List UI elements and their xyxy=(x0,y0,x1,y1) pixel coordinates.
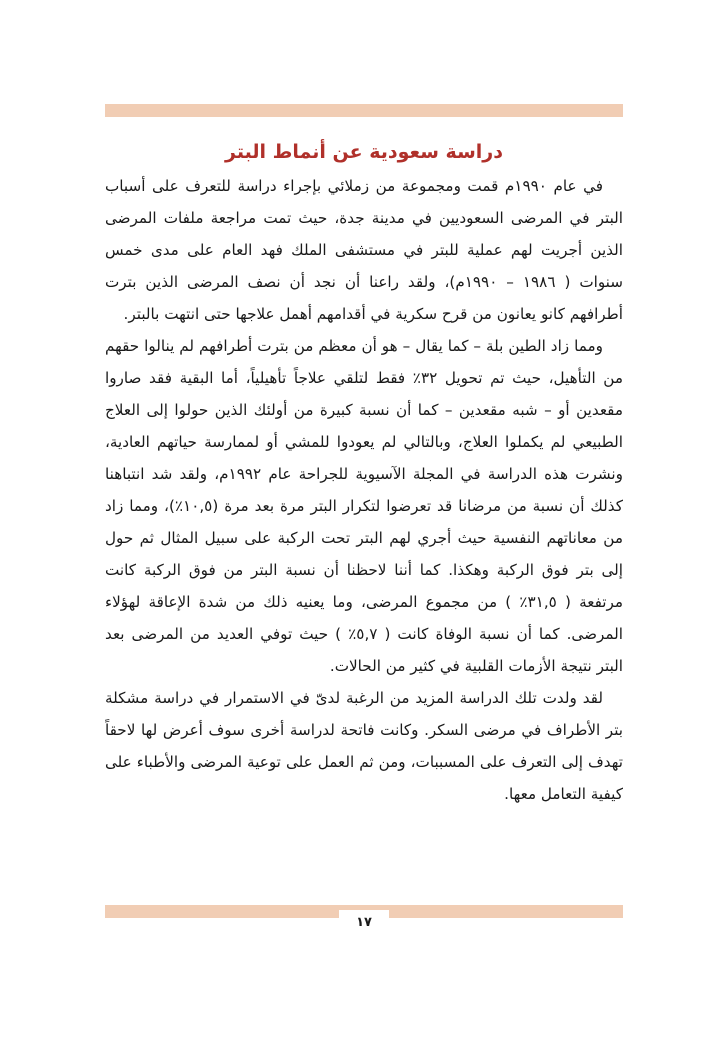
body-text xyxy=(105,170,623,810)
paragraph-1: في عام ١٩٩٠م قمت ومجموعة من زملائي بإجراء دراسة للتعرف على أسباب البتر في المرضى السعوديين في مدينة جدة، حيث تمت مراجعة ملفات المرضى الذين أجريت لهم عملية للبتر في مستشفى الملك فهد العام على مدى خمس سنوات ( ١٩٨٦ – ١٩٩٠م)، ولقد راعنا أن نجد أن نصف المرضى الذين بترت أطرافهم كانو يعانون من قرح سكرية في أقدامهم أهمل علاجها حتى انتهت بالبتر. xyxy=(105,177,623,323)
page-number: ١٧ xyxy=(339,910,389,934)
top-decorative-bar xyxy=(105,104,623,117)
paragraph-2: ومما زاد الطين بلة – كما يقال – هو أن معظم من بترت أطرافهم لم ينالوا حقهم من التأهيل، حيث تم تحويل ٣٢٪ فقط لتلقي علاجاً تأهيلياً، أما البقية فقد صاروا مقعدين أو – شبه مقعدين – كما أن نسبة كبيرة من أولئك الذين حولوا إلى العلاج الطبيعي لم يكملوا العلاج، وبالتالي لم يعودوا للمشي أو لممارسة حياتهم العادية، ونشرت هذه الدراسة في المجلة الآسيوية للجراحة عام ١٩٩٢م، ولقد شد انتباهنا كذلك أن نسبة من مرضانا قد تعرضوا لتكرار البتر مرة بعد مرة (١٠,٥٪)، ومما زاد من معاناتهم النفسية حيث أجري لهم البتر تحت الركبة على سبيل المثال ثم حول إلى بتر فوق الركبة وهكذا. كما أننا لاحظنا أن نسبة البتر من فوق الركبة كانت مرتفعة ( ٣١,٥٪ ) من مجموع المرضى، وما يعنيه ذلك من شدة الإعاقة لهؤلاء المرضى. كما أن نسبة الوفاة كانت ( ٥,٧٪ ) حيث توفي العديد من المرضى بعد البتر نتيجة الأزمات القلبية في كثير من الحالات. xyxy=(105,337,623,675)
paragraph-3: لقد ولدت تلك الدراسة المزيد من الرغبة لدىّ في الاستمرار في دراسة مشكلة بتر الأطراف في مرضى السكر. وكانت فاتحة لدراسة أخرى سوف أعرض لها لاحقاً تهدف إلى التعرف على المسببات، ومن ثم العمل على توعية المرضى والأطباء على كيفية التعامل معها. xyxy=(105,689,623,803)
section-title: دراسة سعودية عن أنماط البتر xyxy=(225,141,503,163)
